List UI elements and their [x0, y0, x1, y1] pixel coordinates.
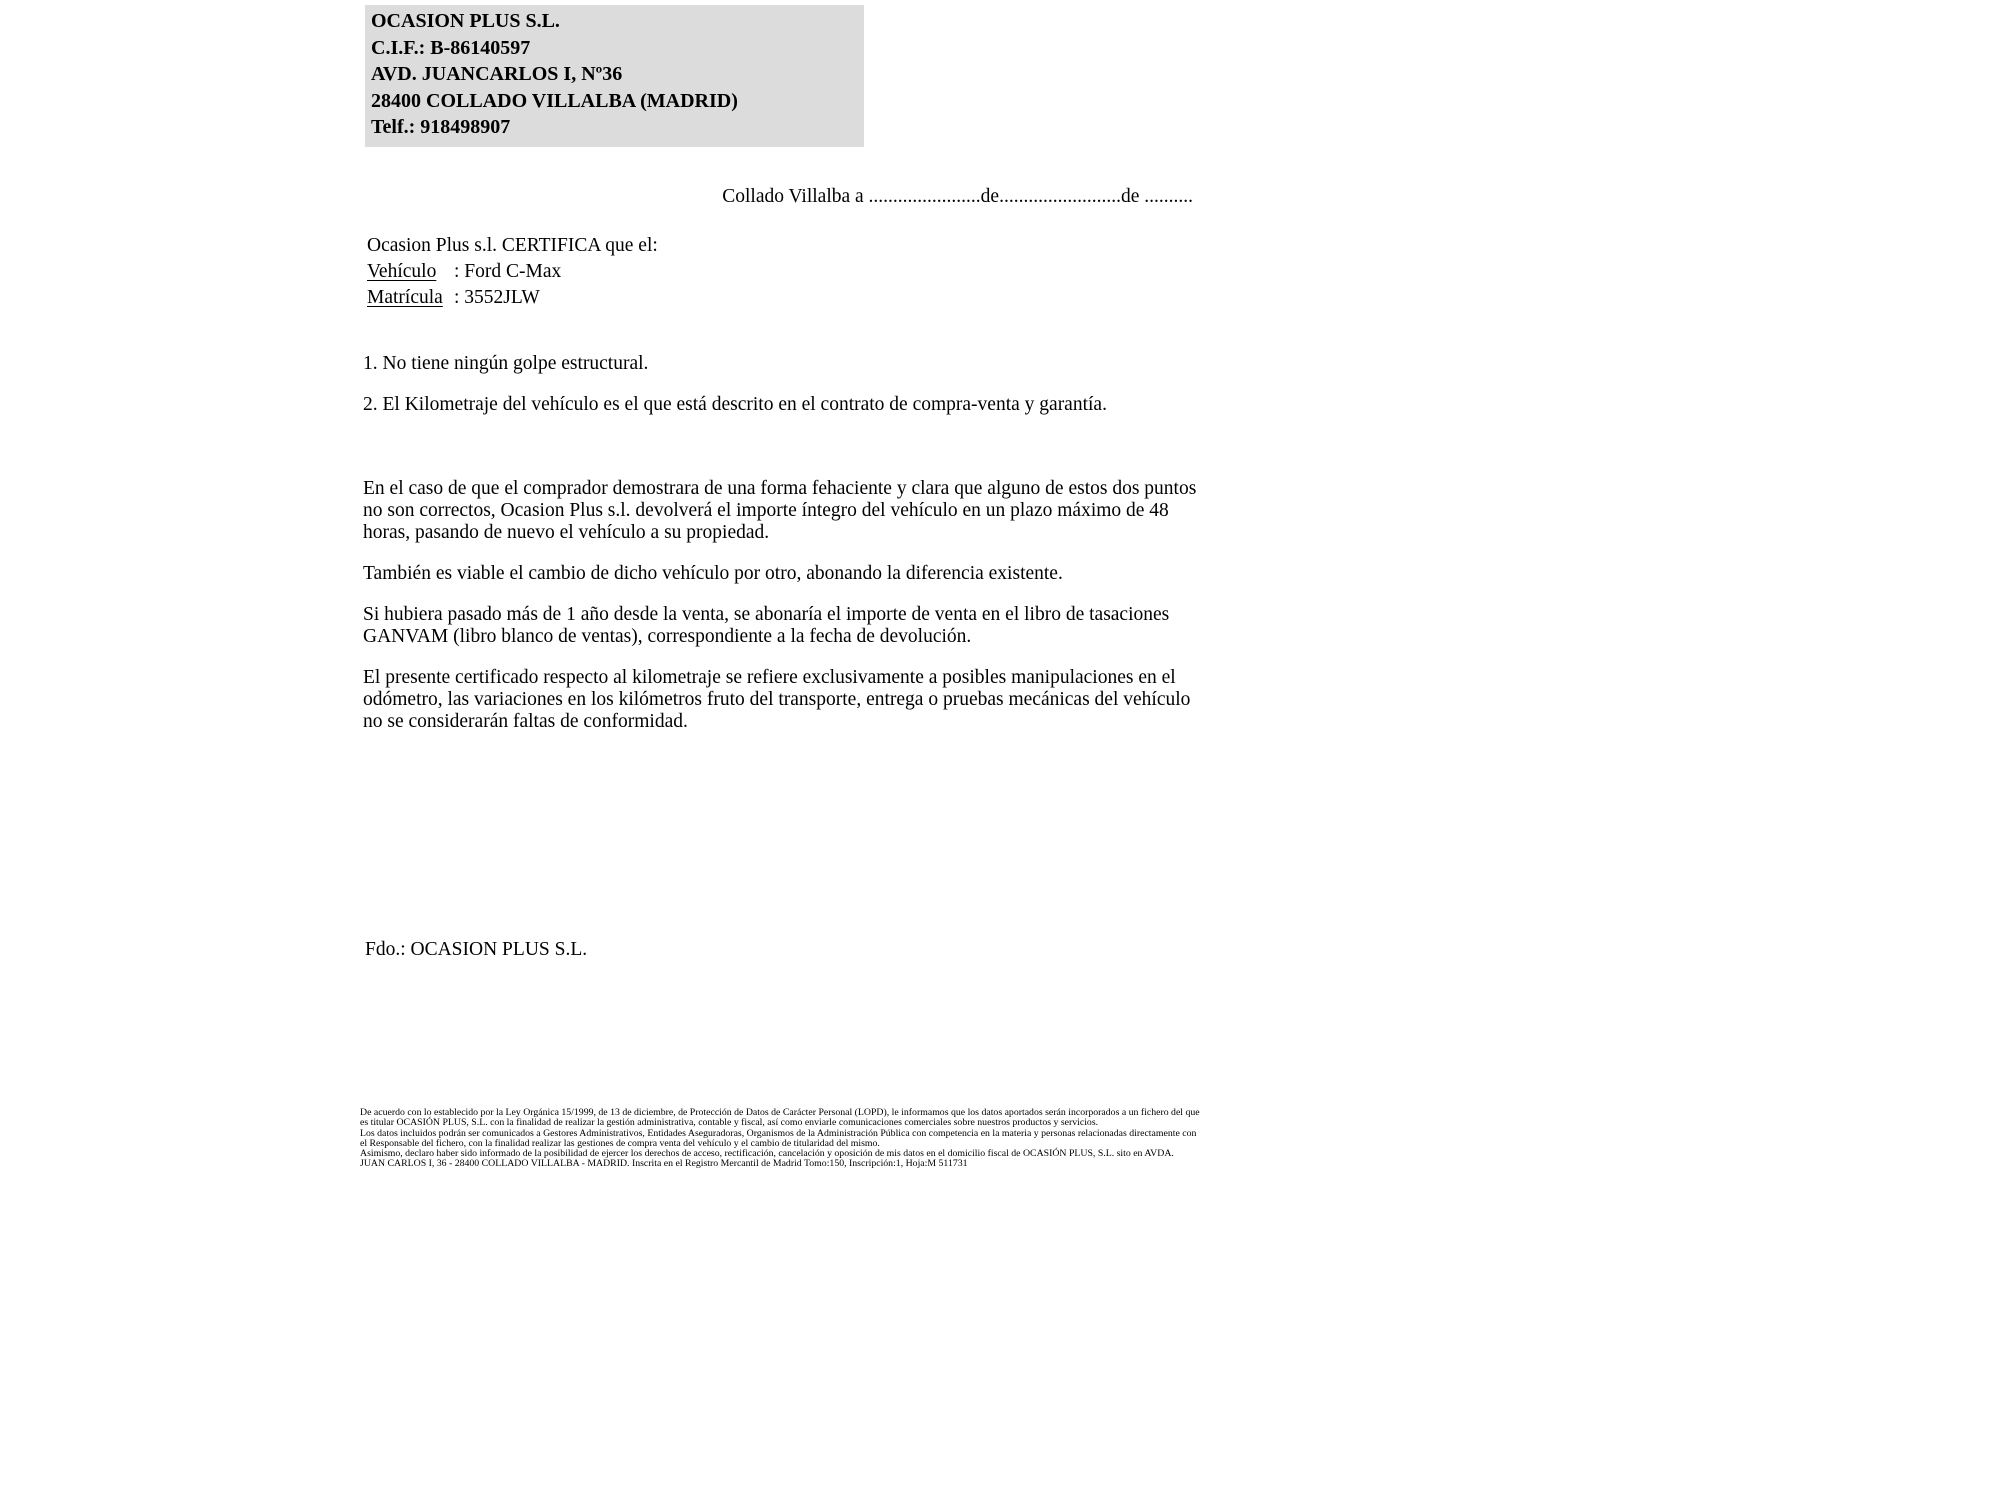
paragraph-odometer-disclaimer: El presente certificado respecto al kilometraje se refiere exclusivamente a posibles manipulaciones en el odómetro, las variaciones en los kilómetros fruto del transporte, entrega o pruebas mecánicas del vehículo no se considerarán faltas de conformidad.: [363, 667, 1191, 732]
vehicle-line: [367, 259, 658, 285]
company-phone: Telf.: 918498907: [371, 116, 511, 138]
legal-paragraph-data-sharing: Los datos incluidos podrán ser comunicados a Gestores Administrativos, Entidades Aseguradoras, Organismos de la Administración Pública con competencia en la materia y personas relacionadas directamente con el Responsable del fichero, con la finalidad realizar las gestiones de compra venta del vehículo y el cambio de titularidad del mismo.: [360, 1127, 1197, 1149]
legal-footer: [360, 1108, 1200, 1170]
company-cif: C.I.F.: B-86140597: [371, 36, 531, 59]
certification-intro: Ocasion Plus s.l. CERTIFICA que el:: [367, 235, 658, 256]
legal-paragraph-lopd: De acuerdo con lo establecido por la Ley Orgánica 15/1999, de 13 de diciembre, de Protección de Datos de Carácter Personal (LOPD), le informamos que los datos aportados serán incorporados a un fichero del que es titular OCASIÓN PLUS, S.L. con la finalidad de realizar la gestión administrativa, contable y fiscal, así como enviarle comunicaciones comerciales sobre nuestros productos y servicios.: [360, 1107, 1200, 1129]
signature-line: Fdo.: OCASION PLUS S.L.: [365, 939, 588, 960]
company-header: [365, 5, 864, 147]
certified-point-1: 1. No tiene ningún golpe estructural.: [363, 353, 649, 374]
plate-label: Matrícula: [367, 287, 443, 308]
company-address: AVD. JUANCARLOS I, Nº36: [371, 63, 623, 85]
plate-value: : 3552JLW: [454, 287, 540, 308]
company-name: OCASION PLUS S.L.: [371, 10, 560, 32]
vehicle-value: : Ford C-Max: [454, 261, 562, 282]
plate-line: [367, 285, 658, 311]
date-line: Collado Villalba a .......................de.........................de ..........: [722, 186, 1193, 207]
paragraph-ganvam-valuation: Si hubiera pasado más de 1 año desde la venta, se abonaría el importe de venta en el libro de tasaciones GANVAM (libro blanco de ventas), correspondiente a la fecha de devolución.: [363, 604, 1170, 647]
certification-block: [367, 233, 658, 311]
company-city: 28400 COLLADO VILLALBA (MADRID): [371, 89, 738, 112]
body-paragraphs: [363, 478, 1198, 752]
paragraph-exchange-option: También es viable el cambio de dicho vehículo por otro, abonando la diferencia existente.: [363, 563, 1063, 584]
vehicle-label: Vehículo: [367, 261, 437, 282]
legal-paragraph-rights: Asimismo, declaro haber sido informado de la posibilidad de ejercer los derechos de acceso, rectificación, cancelación y oposición de mis datos en el domicilio fiscal de OCASIÓN PLUS, S.L. sito en AVDA. JUAN CARLOS I, 36 - 28400 COLLADO VILLALBA - MADRID. Inscrita en el Registro Mercantil de Madrid Tomo:150, Inscripción:1, Hoja:M 511731: [360, 1148, 1174, 1170]
paragraph-refund-terms: En el caso de que el comprador demostrara de una forma fehaciente y clara que alguno de estos dos puntos no son correctos, Ocasion Plus s.l. devolverá el importe íntegro del vehículo en un plazo máximo de 48 horas, pasando de nuevo el vehículo a su propiedad.: [363, 478, 1197, 543]
certified-point-2: 2. El Kilometraje del vehículo es el que está descrito en el contrato de compra-venta y garantía.: [363, 394, 1107, 415]
